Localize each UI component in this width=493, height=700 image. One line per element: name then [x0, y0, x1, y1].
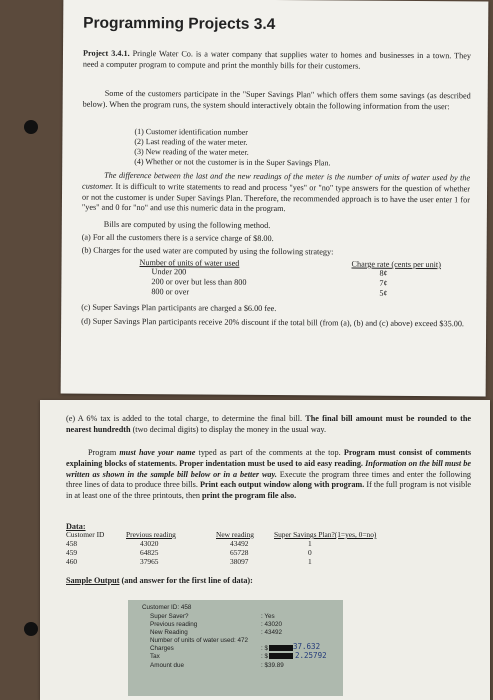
sample-label: Amount due: [150, 662, 184, 669]
sample-label: Charges: [150, 645, 174, 652]
sample-customer-id: Customer ID: 458: [142, 604, 192, 611]
table-cell: 65728: [230, 548, 249, 557]
project-intro: Project 3.4.1. Pringle Water Co. is a water company that supplies water to homes and businesses in a town. They need a computer program to compute and print the monthly bills for their customers.: [82, 48, 472, 71]
sample-value: : Yes: [261, 613, 275, 620]
instructions-paragraph: Program must have your name typed as part of the comments at the top. Program must consist of comments explaining blocks of statements. Proper indentation must be used to aid easy reading. Information on the bill must be written as shown in the sample bill below or in a better way. Execute the program three times and enter the following three lines of data to produce three bills. Print each output window along with program. If the full program is not visible in at least one of the three printouts, then print the program file also.: [66, 448, 472, 501]
binder-hole: [24, 622, 38, 636]
rule-a: (a) For all the customers there is a service charge of $8.00.: [81, 232, 274, 243]
table-row: [66, 557, 382, 566]
sample-value: : 43020: [261, 621, 283, 628]
sample-output-window: [128, 600, 343, 696]
table-cell: 38097: [230, 557, 249, 566]
handwritten-tax: 2.25792: [295, 651, 327, 660]
sample-label: Tax: [150, 653, 160, 660]
document-page-2: [40, 400, 490, 700]
sample-label: Previous reading: [150, 621, 198, 628]
rule-b: (b) Charges for the used water are computed by using the following strategy:: [81, 245, 334, 257]
data-table: [66, 530, 382, 566]
table-cell: 0: [308, 548, 312, 557]
sample-label: Super Saver?: [150, 613, 189, 620]
table-cell: 43492: [230, 539, 249, 548]
list-item: (3) New reading of the water meter.: [134, 147, 249, 157]
project-heading: Project 3.4.1.: [82, 48, 130, 58]
rate-table-rate: 8¢: [379, 268, 388, 278]
data-label: Data:: [66, 522, 86, 531]
table-cell: 458: [66, 539, 78, 548]
list-item: (2) Last reading of the water meter.: [134, 137, 248, 147]
table-cell: 1: [308, 557, 312, 566]
redaction-mark: [269, 653, 293, 659]
redaction-mark: [269, 645, 293, 651]
rate-table-header-units: Number of units of water used: [139, 258, 240, 268]
table-cell: 37965: [140, 557, 159, 566]
rate-table-rate: 5¢: [379, 288, 388, 298]
table-cell: 460: [66, 557, 78, 566]
rate-table-header-rate: Charge rate (cents per unit): [351, 259, 441, 270]
sample-value: : $39.89: [261, 662, 284, 669]
table-cell: 1: [308, 539, 312, 548]
binder-hole: [24, 120, 38, 134]
table-cell: 64825: [140, 548, 159, 557]
rate-table-rate: 7¢: [379, 278, 388, 288]
paragraph-savings-plan: Some of the customers participate in the "Super Savings Plan" which offers them some savings (as described below). When the program runs, the system should interactively obtain the following information from the user:: [82, 88, 471, 112]
sample-label: New Reading: [150, 629, 188, 636]
list-item: (1) Customer identification number: [134, 127, 249, 137]
sample-value: : $: [261, 653, 269, 660]
list-item: (4) Whether or not the customer is in the Super Savings Plan.: [134, 157, 331, 168]
page-title: Programming Projects 3.4: [83, 14, 276, 34]
table-row: [66, 530, 382, 539]
sample-value: : $: [261, 645, 269, 652]
rule-e: (e) A 6% tax is added to the total charge, to determine the final bill. The final bill amount must be rounded to the nearest hundredth (two decimal digits) to display the money in the usual way.: [66, 414, 472, 434]
sample-value: : 43492: [261, 629, 283, 636]
handwritten-charges: 37.632: [293, 642, 321, 651]
sample-output-label: Sample Output (and answer for the first line of data):: [66, 576, 253, 585]
rate-table-units: Under 200: [151, 267, 187, 277]
document-page-1: [61, 0, 489, 396]
paragraph-difference: The difference between the last and the new readings of the meter is the number of units of water used by the customer. It is difficult to write statements to read and process "yes" or "no" type answers for the question of whether or not the customer is under Super Savings Plan. Therefore, the recommended approach is to have the user enter 1 for "yes" and 0 for "no" and use this numeric data in the program.: [81, 170, 471, 214]
table-row: [66, 548, 382, 557]
table-cell: 459: [66, 548, 78, 557]
table-header: Super Savings Plan?(1=yes, 0=no): [274, 530, 377, 539]
bills-intro: Bills are computed by using the following method.: [103, 219, 271, 230]
table-header: New reading: [216, 530, 254, 539]
rule-d: (d) Super Savings Plan participants receive 20% discount if the total bill (from (a), (b) and (c) above) exceed $35.00.: [81, 316, 465, 329]
table-header: Customer ID: [66, 530, 105, 539]
rate-table-units: 200 or over but less than 800: [151, 277, 247, 287]
table-cell: 43020: [140, 539, 159, 548]
table-header: Previous reading: [126, 530, 176, 539]
table-row: [66, 539, 382, 548]
sample-label: Number of units of water used: 472: [150, 637, 249, 644]
rule-c: (c) Super Savings Plan participants are charged a $6.00 fee.: [81, 302, 277, 314]
rate-table-units: 800 or over: [151, 287, 190, 297]
